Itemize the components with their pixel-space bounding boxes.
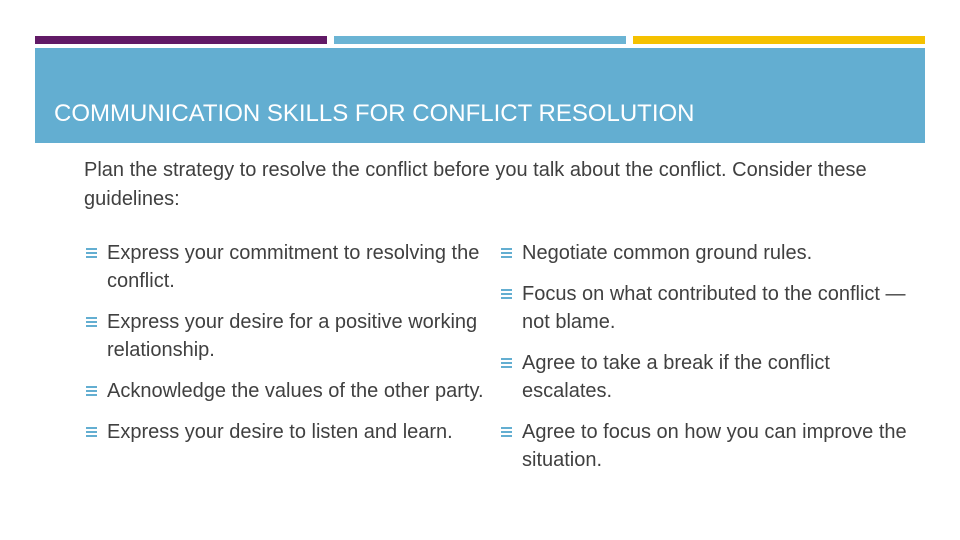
bullet-icon [86, 427, 97, 437]
list-item [84, 308, 484, 364]
bullet-icon [86, 386, 97, 396]
list-item [84, 377, 484, 405]
accent-bar-purple [35, 36, 327, 44]
title-banner [35, 48, 925, 143]
bullet-list-right [499, 239, 919, 487]
list-item [499, 418, 919, 474]
list-item [499, 349, 919, 405]
bullet-text: Agree to focus on how you can improve the situation. [522, 421, 907, 471]
accent-bar-yellow [633, 36, 925, 44]
bullet-text: Focus on what contributed to the conflict — not blame. [522, 283, 906, 333]
bullet-icon [501, 427, 512, 437]
list-item [84, 418, 484, 446]
slide-title: COMMUNICATION SKILLS FOR CONFLICT RESOLUTION [54, 100, 695, 127]
bullet-icon [86, 317, 97, 327]
bullet-text: Agree to take a break if the conflict escalates. [522, 352, 830, 402]
list-item [499, 239, 919, 267]
bullet-icon [501, 248, 512, 258]
list-item [499, 280, 919, 336]
bullet-text: Express your desire to listen and learn. [107, 421, 453, 443]
bullet-text: Express your commitment to resolving the conflict. [107, 242, 480, 292]
intro-text: Plan the strategy to resolve the conflict before you talk about the conflict. Consider these guidelines: [84, 159, 867, 210]
accent-bar-blue [334, 36, 626, 44]
bullet-list-left [84, 239, 484, 459]
bullet-text: Negotiate common ground rules. [522, 242, 813, 264]
bullet-icon [501, 289, 512, 299]
list-item [84, 239, 484, 295]
bullet-text: Express your desire for a positive working relationship. [107, 311, 478, 361]
bullet-icon [501, 358, 512, 368]
bullet-text: Acknowledge the values of the other party. [107, 380, 484, 402]
bullet-icon [86, 248, 97, 258]
